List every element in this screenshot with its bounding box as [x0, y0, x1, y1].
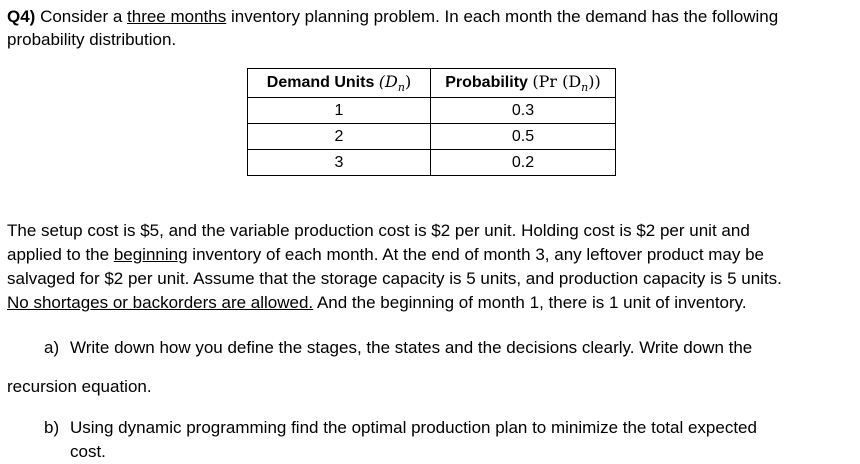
demand-cell: 3 — [248, 150, 431, 176]
table-header-row — [248, 69, 616, 98]
part-a-line-1: a) Write down how you define the stages, the states and the decisions clearly. Write down the — [44, 336, 752, 360]
part-b-label: b) — [44, 418, 60, 437]
table-row — [248, 124, 616, 150]
probability-cell: 0.2 — [431, 150, 616, 176]
table-row — [248, 150, 616, 176]
paragraph-line-1: The setup cost is $5, and the variable production cost is $2 per unit. Holding cost is $2 per unit and — [7, 221, 750, 240]
paragraph-line-4: No shortages or backorders are allowed. And the beginning of month 1, there is 1 unit of inventory. — [7, 293, 747, 312]
paragraph-line-2: applied to the beginning inventory of each month. At the end of month 3, any leftover product may be — [7, 245, 765, 264]
question-number: Q4) — [7, 7, 36, 26]
part-a-line-2: recursion equation. — [7, 377, 152, 396]
paragraph-line-3: salvaged for $2 per unit. Assume that the storage capacity is 5 units, and production capacity is 5 units. — [7, 269, 782, 288]
probability-cell: 0.5 — [431, 124, 616, 150]
question-line-2: probability distribution. — [7, 30, 177, 49]
question-line-1: Q4) Consider a three months inventory planning problem. In each month the demand has the following — [7, 7, 779, 26]
header-demand-units: Demand Units $(D_n)$ — [248, 69, 431, 98]
demand-probability-table — [247, 68, 616, 176]
demand-cell: 1 — [248, 98, 431, 124]
part-b-line-2: cost. — [70, 442, 106, 461]
table-row — [248, 98, 616, 124]
probability-cell: 0.3 — [431, 98, 616, 124]
header-probability: Probability (Pr $(D_n)$) — [431, 69, 616, 98]
demand-cell: 2 — [248, 124, 431, 150]
part-b-line-1: b) Using dynamic programming find the optimal production plan to minimize the total expected — [44, 416, 757, 440]
part-a-label: a) — [44, 338, 60, 357]
